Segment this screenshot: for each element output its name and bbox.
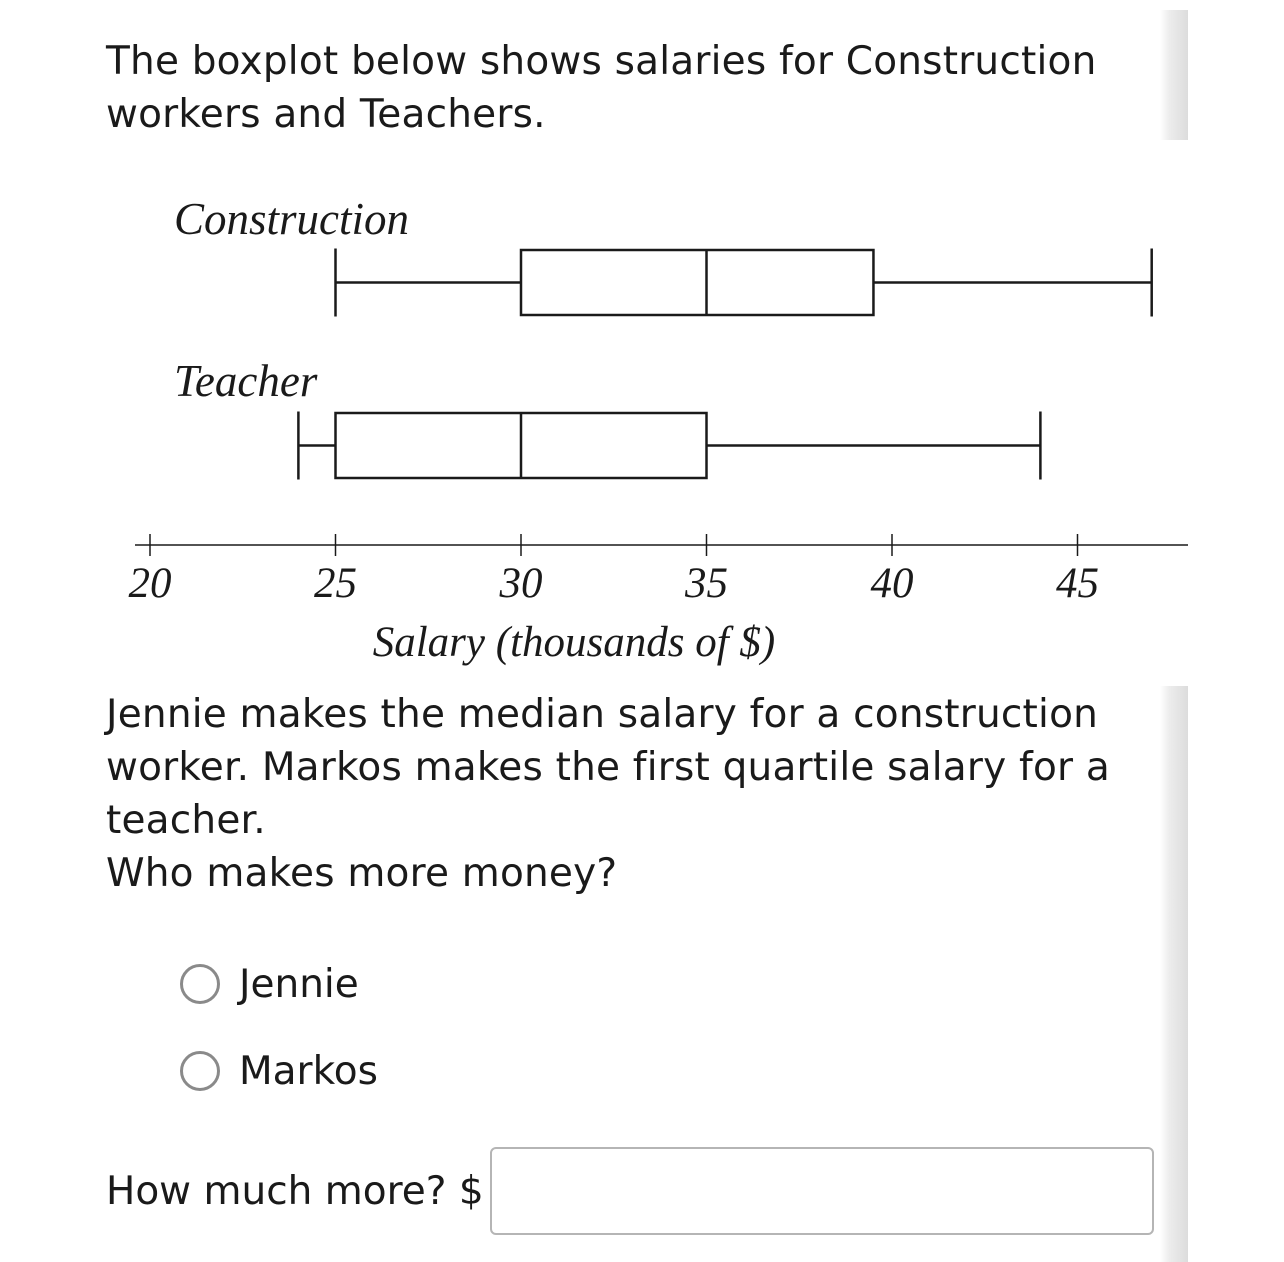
scrollbar-bottom[interactable] xyxy=(1160,686,1188,1262)
option-markos[interactable] xyxy=(180,1047,378,1095)
question-text: Jennie makes the median salary for a construction worker. Markos makes the first quartile salary for a teacher. xyxy=(106,692,1110,843)
radio-button-markos[interactable] xyxy=(180,1051,220,1091)
option-label-jennie: Jennie xyxy=(239,961,359,1007)
x-axis-label: Salary (thousands of $) xyxy=(372,619,776,666)
question-prompt: Who makes more money? xyxy=(106,851,618,896)
intro-text: The boxplot below shows salaries for Construction workers and Teachers. xyxy=(106,39,1097,137)
x-tick-label-30: 30 xyxy=(499,560,543,607)
radio-button-jennie[interactable] xyxy=(180,964,220,1004)
x-tick-label-45: 45 xyxy=(1056,560,1099,607)
x-tick-label-40: 40 xyxy=(870,560,914,607)
series-label-teacher: Teacher xyxy=(174,356,318,406)
x-tick-label-20: 20 xyxy=(128,560,172,607)
option-label-markos: Markos xyxy=(239,1048,378,1094)
x-tick-label-35: 35 xyxy=(685,560,728,607)
box-construction xyxy=(521,250,873,315)
x-tick-label-25: 25 xyxy=(314,560,357,607)
series-label-construction: Construction xyxy=(174,194,410,244)
answer-row xyxy=(106,1146,1154,1236)
option-jennie[interactable] xyxy=(180,960,359,1008)
question-block xyxy=(106,688,1116,900)
answer-input[interactable] xyxy=(490,1147,1154,1235)
answer-label: How much more? $ xyxy=(106,1168,484,1214)
